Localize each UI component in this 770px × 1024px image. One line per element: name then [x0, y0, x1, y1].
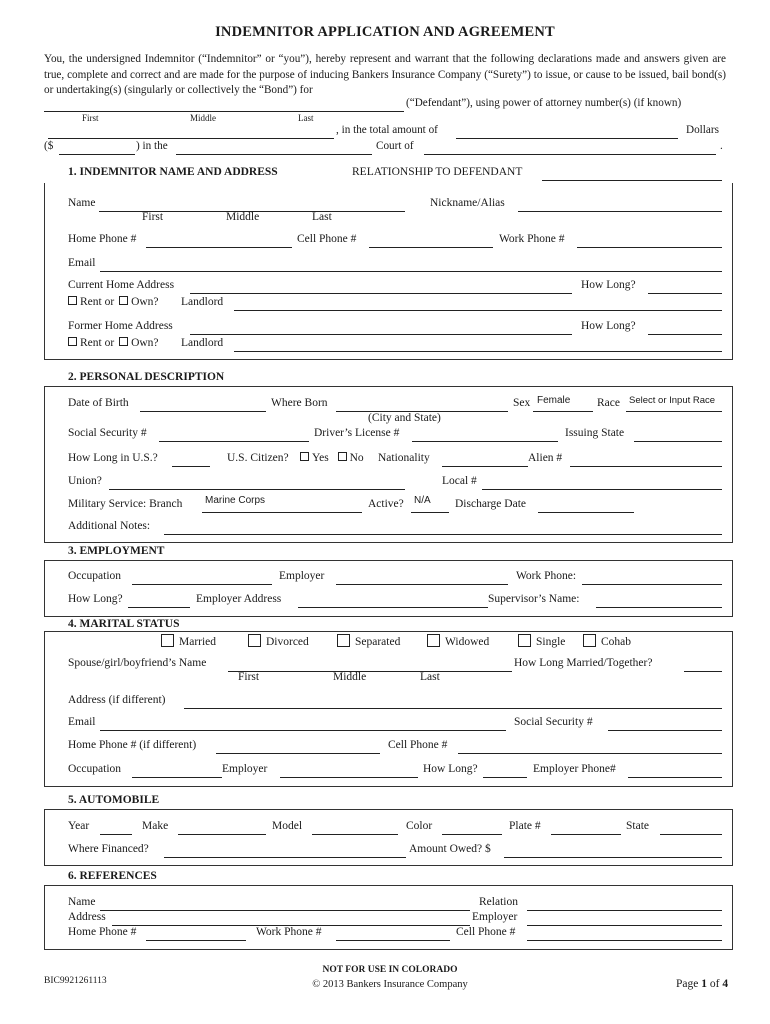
employer-field[interactable] — [336, 572, 508, 587]
separated-label: Separated — [355, 636, 401, 648]
widowed-option — [427, 634, 489, 648]
sub-first: First — [82, 113, 99, 123]
cohab-checkbox[interactable] — [583, 634, 596, 647]
section-2-title: 2. PERSONAL DESCRIPTION — [68, 371, 225, 383]
financed-field[interactable] — [164, 845, 406, 860]
not-for-use-notice: NOT FOR USE IN COLORADO — [322, 965, 458, 975]
relationship-label: RELATIONSHIP TO DEFENDANT — [352, 166, 523, 178]
rent-checkbox[interactable] — [68, 296, 77, 305]
spouse-ssn-field[interactable] — [608, 718, 722, 733]
divorced-label: Divorced — [266, 636, 309, 648]
cell-phone-label: Cell Phone # — [297, 233, 357, 245]
union-field[interactable] — [109, 477, 405, 492]
sub-middle: Middle — [190, 113, 216, 123]
page-number — [676, 978, 728, 990]
current-address-field[interactable] — [190, 281, 572, 296]
active-value[interactable]: N/A — [414, 495, 431, 506]
spouse-field[interactable] — [228, 659, 512, 674]
spouse-employer-phone-field[interactable] — [628, 765, 722, 780]
separated-option — [337, 634, 400, 648]
spouse-employer-label: Employer — [222, 763, 268, 775]
former-own-checkbox[interactable] — [119, 337, 128, 346]
spouse-how-long-field[interactable] — [483, 765, 527, 780]
active-label: Active? — [368, 498, 404, 510]
how-long-married-label: How Long Married/Together? — [514, 657, 653, 669]
defendant-name-line[interactable] — [44, 99, 404, 114]
spouse-email-field[interactable] — [100, 718, 506, 733]
ref-work-phone-label: Work Phone # — [256, 926, 322, 938]
copyright: © 2013 Bankers Insurance Company — [312, 979, 468, 990]
license-label: Driver’s License # — [314, 427, 400, 439]
year-field[interactable] — [100, 822, 132, 837]
widowed-checkbox[interactable] — [427, 634, 440, 647]
union-label: Union? — [68, 475, 102, 487]
form-code: BIC9921261113 — [44, 976, 107, 986]
emp-work-phone-label: Work Phone: — [516, 570, 577, 582]
work-phone-label: Work Phone # — [499, 233, 565, 245]
sub-middle: Middle — [333, 671, 367, 683]
spouse-occupation-label: Occupation — [68, 763, 122, 775]
spouse-how-long-label: How Long? — [423, 763, 478, 775]
spouse-home-phone-field[interactable] — [216, 741, 380, 756]
email-field[interactable] — [100, 259, 722, 274]
spouse-label: Spouse/girl/boyfriend’s Name — [68, 657, 207, 669]
citizen-label: U.S. Citizen? — [227, 452, 289, 464]
ref-name-label: Name — [68, 896, 96, 908]
make-label: Make — [142, 820, 169, 832]
email-label: Email — [68, 257, 96, 269]
former-how-long-field[interactable] — [648, 322, 722, 337]
license-field[interactable] — [412, 429, 558, 444]
former-rent-checkbox[interactable] — [68, 337, 77, 346]
ref-employer-field[interactable] — [527, 913, 722, 928]
citizen-no-checkbox[interactable] — [338, 452, 347, 461]
power-of-attorney-field[interactable] — [48, 126, 334, 141]
discharge-label: Discharge Date — [455, 498, 526, 510]
former-rent-own-row — [68, 337, 159, 349]
ref-name-field[interactable] — [100, 898, 470, 913]
own-label: Own? — [131, 337, 159, 349]
page-prefix: Page — [676, 978, 699, 990]
section-4-title: 4. MARITAL STATUS — [68, 618, 180, 630]
spouse-address-label: Address (if different) — [68, 694, 166, 706]
widowed-label: Widowed — [445, 636, 490, 648]
current-address-label: Current Home Address — [68, 279, 175, 291]
state-label: State — [626, 820, 649, 832]
financed-label: Where Financed? — [68, 843, 149, 855]
section-3-title: 3. EMPLOYMENT — [68, 545, 165, 557]
sub-first: First — [238, 671, 260, 683]
page-of: of — [709, 978, 720, 990]
yes-label: Yes — [312, 452, 329, 464]
court-of-label: Court of — [376, 140, 414, 152]
nickname-field[interactable] — [518, 199, 722, 214]
race-value[interactable]: Select or Input Race — [629, 395, 716, 406]
military-label: Military Service: Branch — [68, 498, 183, 510]
color-field[interactable] — [442, 822, 502, 837]
single-checkbox[interactable] — [518, 634, 531, 647]
court-field[interactable] — [176, 142, 372, 157]
spouse-employer-field[interactable] — [280, 765, 418, 780]
in-the-label: ) in the — [136, 140, 168, 152]
own-checkbox[interactable] — [119, 296, 128, 305]
former-landlord-label: Landlord — [181, 337, 224, 349]
alien-label: Alien # — [528, 452, 563, 464]
employer-label: Employer — [279, 570, 325, 582]
total-amount-label: , in the total amount of — [336, 124, 438, 136]
ref-cell-phone-label: Cell Phone # — [456, 926, 516, 938]
intro-paragraph: You, the undersigned Indemnitor (“Indemnitor” or “you”), hereby represent and warrant that the following declarations made and answers given are true, complete and correct and are made for the purpose of inducing Bankers Insurance Company (“Surety”) to issue, or cause to be issued, bail bond(s) or undertaking(s) (singularly or collectively the “Bond”) for — [44, 53, 726, 97]
divorced-checkbox[interactable] — [248, 634, 261, 647]
marital-options — [161, 634, 216, 648]
color-label: Color — [406, 820, 433, 832]
spouse-cell-phone-label: Cell Phone # — [388, 739, 448, 751]
amount-numeric-field[interactable] — [59, 142, 135, 157]
former-landlord-field[interactable] — [234, 339, 722, 354]
ref-address-label: Address — [68, 911, 106, 923]
emp-how-long-label: How Long? — [68, 593, 123, 605]
amount-owed-field[interactable] — [504, 845, 722, 860]
how-long-us-label: How Long in U.S.? — [68, 452, 158, 464]
spouse-cell-phone-field[interactable] — [458, 741, 722, 756]
sex-value[interactable]: Female — [537, 395, 571, 406]
total-amount-field[interactable] — [456, 126, 678, 141]
home-phone-label: Home Phone # — [68, 233, 137, 245]
local-label: Local # — [442, 475, 477, 487]
plate-field[interactable] — [551, 822, 621, 837]
page-total: 4 — [722, 978, 729, 990]
dob-field[interactable] — [140, 399, 266, 414]
sub-middle: Middle — [226, 211, 260, 223]
dob-label: Date of Birth — [68, 397, 129, 409]
how-long-field[interactable] — [648, 281, 722, 296]
spouse-employer-phone-label: Employer Phone# — [533, 763, 616, 775]
ref-cell-phone-field[interactable] — [527, 928, 722, 943]
home-phone-field[interactable] — [146, 235, 292, 250]
section-6-title: 6. REFERENCES — [68, 870, 157, 882]
nationality-label: Nationality — [378, 452, 430, 464]
relationship-field[interactable] — [542, 168, 722, 183]
sub-last: Last — [312, 211, 332, 223]
defendant-label: (“Defendant”), using power of attorney number(s) (if known) — [406, 97, 682, 109]
section-5-title: 5. AUTOMOBILE — [68, 794, 160, 806]
employer-address-label: Employer Address — [196, 593, 282, 605]
married-label: Married — [179, 636, 217, 648]
landlord-label: Landlord — [181, 296, 224, 308]
period: . — [720, 140, 723, 152]
how-long-us-field[interactable] — [172, 454, 210, 469]
make-field[interactable] — [178, 822, 266, 837]
nickname-label: Nickname/Alias — [430, 197, 505, 209]
dollar-open: ($ — [44, 140, 54, 152]
separated-checkbox[interactable] — [337, 634, 350, 647]
employer-address-field[interactable] — [298, 595, 488, 610]
landlord-field[interactable] — [234, 298, 722, 313]
former-how-long-label: How Long? — [581, 320, 636, 332]
issuing-state-label: Issuing State — [565, 427, 625, 439]
ref-home-phone-label: Home Phone # — [68, 926, 137, 938]
model-label: Model — [272, 820, 303, 832]
rent-label: Rent or — [80, 296, 115, 308]
cohab-label: Cohab — [601, 636, 632, 648]
spouse-ssn-label: Social Security # — [514, 716, 593, 728]
citizen-yes-checkbox[interactable] — [300, 452, 309, 461]
own-label: Own? — [131, 296, 159, 308]
divorced-option — [248, 634, 309, 648]
emp-work-phone-field[interactable] — [582, 572, 722, 587]
amount-owed-label: Amount Owed? $ — [409, 843, 491, 855]
issuing-state-field[interactable] — [634, 429, 722, 444]
single-label: Single — [536, 636, 566, 648]
sub-last: Last — [298, 113, 314, 123]
model-field[interactable] — [312, 822, 398, 837]
emp-how-long-field[interactable] — [128, 595, 190, 610]
ref-relation-field[interactable] — [527, 898, 722, 913]
ssn-field[interactable] — [159, 429, 309, 444]
sub-last: Last — [420, 671, 440, 683]
form-title: INDEMNITOR APPLICATION AND AGREEMENT — [215, 24, 555, 40]
state-field[interactable] — [660, 822, 722, 837]
supervisor-field[interactable] — [596, 595, 722, 610]
nationality-field[interactable] — [442, 454, 528, 469]
sub-first: First — [142, 211, 164, 223]
citizen-options — [300, 452, 364, 464]
section-1-title: 1. INDEMNITOR NAME AND ADDRESS — [68, 166, 278, 178]
local-field[interactable] — [482, 477, 722, 492]
cohab-option — [583, 634, 631, 648]
ref-relation-label: Relation — [479, 896, 518, 908]
supervisor-label: Supervisor’s Name: — [488, 593, 580, 605]
ref-employer-label: Employer — [472, 911, 518, 923]
married-checkbox[interactable] — [161, 634, 174, 647]
notes-field[interactable] — [164, 522, 722, 537]
occupation-field[interactable] — [132, 572, 272, 587]
alien-field[interactable] — [570, 454, 722, 469]
ref-work-phone-field[interactable] — [336, 928, 450, 943]
spouse-occupation-field[interactable] — [132, 765, 222, 780]
single-option — [518, 634, 565, 648]
branch-value[interactable]: Marine Corps — [205, 495, 266, 506]
city-state-sub: (City and State) — [368, 412, 441, 424]
page-current: 1 — [701, 978, 707, 990]
how-long-label: How Long? — [581, 279, 636, 291]
spouse-home-phone-label: Home Phone # (if different) — [68, 739, 197, 751]
former-address-label: Former Home Address — [68, 320, 173, 332]
no-label: No — [349, 452, 364, 464]
rent-label: Rent or — [80, 337, 115, 349]
how-long-married-field[interactable] — [684, 659, 722, 674]
spouse-email-label: Email — [68, 716, 96, 728]
spouse-address-field[interactable] — [184, 696, 722, 711]
rent-own-row — [68, 296, 159, 308]
former-address-field[interactable] — [190, 322, 572, 337]
ref-home-phone-field[interactable] — [146, 928, 246, 943]
sex-label: Sex — [513, 397, 531, 409]
name-label: Name — [68, 197, 96, 209]
notes-label: Additional Notes: — [68, 520, 151, 532]
plate-label: Plate # — [509, 820, 541, 832]
race-label: Race — [597, 397, 620, 409]
occupation-label: Occupation — [68, 570, 122, 582]
discharge-field[interactable] — [538, 500, 634, 515]
court-of-field[interactable] — [424, 142, 716, 157]
dollars-label: Dollars — [686, 124, 719, 136]
year-label: Year — [68, 820, 90, 832]
ssn-label: Social Security # — [68, 427, 147, 439]
work-phone-field[interactable] — [577, 235, 722, 250]
cell-phone-field[interactable] — [369, 235, 493, 250]
where-born-label: Where Born — [271, 397, 328, 409]
